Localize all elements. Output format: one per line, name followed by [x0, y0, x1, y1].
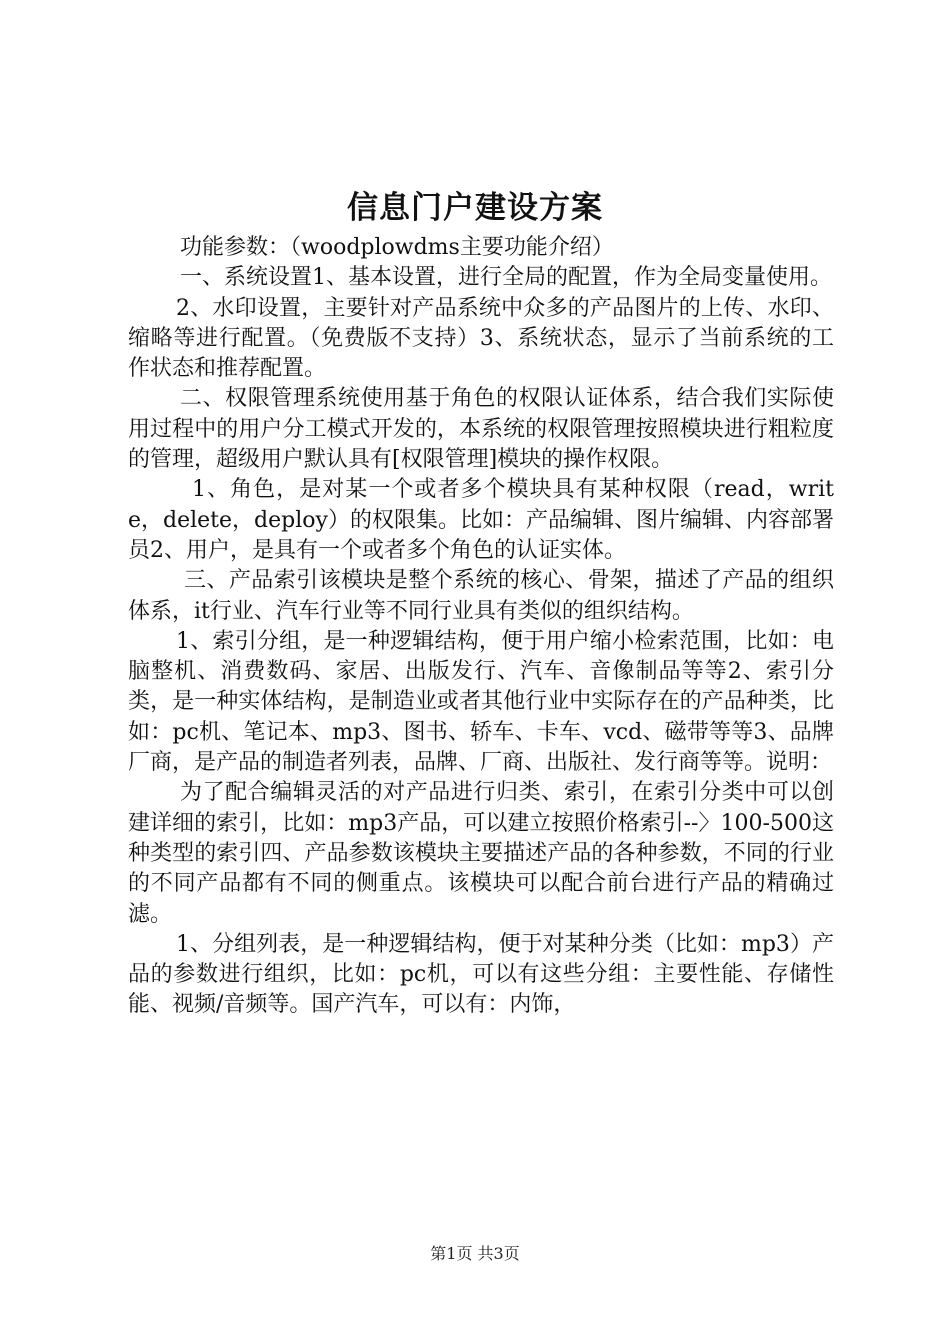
- document-title: 信息门户建设方案: [347, 190, 603, 226]
- paragraph-watermark: 2、水印设置，主要针对产品系统中众多的产品图片的上传、水印、缩略等进行配置。（免费版不支持）3、系统状态，显示了当前系统的工作状态和推荐配置。: [128, 295, 834, 382]
- paragraph-index-detail: 为了配合编辑灵活的对产品进行归类、索引，在索引分类中可以创建详细的索引，比如：mp3产品，可以建立按照价格索引--〉100-500这种类型的索引四、产品参数该模块主要描述产品的各种参数，不同的行业的不同产品都有不同的侧重点。该模块可以配合前台进行产品的精确过滤。: [128, 780, 834, 927]
- paragraph-permissions: 二、权限管理系统使用基于角色的权限认证体系，结合我们实际使用过程中的用户分工模式开发的，本系统的权限管理按照模块进行粗粒度的管理，超级用户默认具有[权限管理]模块的操作权限。: [128, 386, 834, 473]
- page-footer: 第1页 共3页: [430, 1244, 520, 1263]
- document-body: [128, 233, 834, 1021]
- paragraph-index-groups: 1、索引分组，是一种逻辑结构，便于用户缩小检索范围，比如：电脑整机、消费数码、家居、出版发行、汽车、音像制品等等2、索引分类，是一种实体结构，是制造业或者其他行业中实际存在的产品种类，比如：pc机、笔记本、mp3、图书、轿车、卡车、vcd、磁带等等3、品牌厂商，是产品的制造者列表，品牌、厂商、出版社、发行商等等。说明：: [128, 628, 834, 776]
- paragraph-roles: 1、角色，是对某一个或者多个模块具有某种权限（read，write，delete，deploy）的权限集。比如：产品编辑、图片编辑、内容部署员2、用户，是具有一个或者多个角色的认证实体。: [128, 477, 834, 563]
- paragraph-system-settings: 一、系统设置1、基本设置，进行全局的配置，作为全局变量使用。: [180, 265, 832, 291]
- paragraph-product-index: 三、产品索引该模块是整个系统的核心、骨架，描述了产品的组织体系，it行业、汽车行业等不同行业具有类似的组织结构。: [128, 568, 834, 624]
- paragraph-group-list: 1、分组列表，是一种逻辑结构，便于对某种分类（比如：mp3）产品的参数进行组织，比如：pc机，可以有这些分组：主要性能、存储性能、视频/音频等。国产汽车，可以有：内饰，: [128, 931, 834, 1018]
- paragraph-intro: 功能参数：（woodplowdms主要功能介绍）: [180, 235, 614, 260]
